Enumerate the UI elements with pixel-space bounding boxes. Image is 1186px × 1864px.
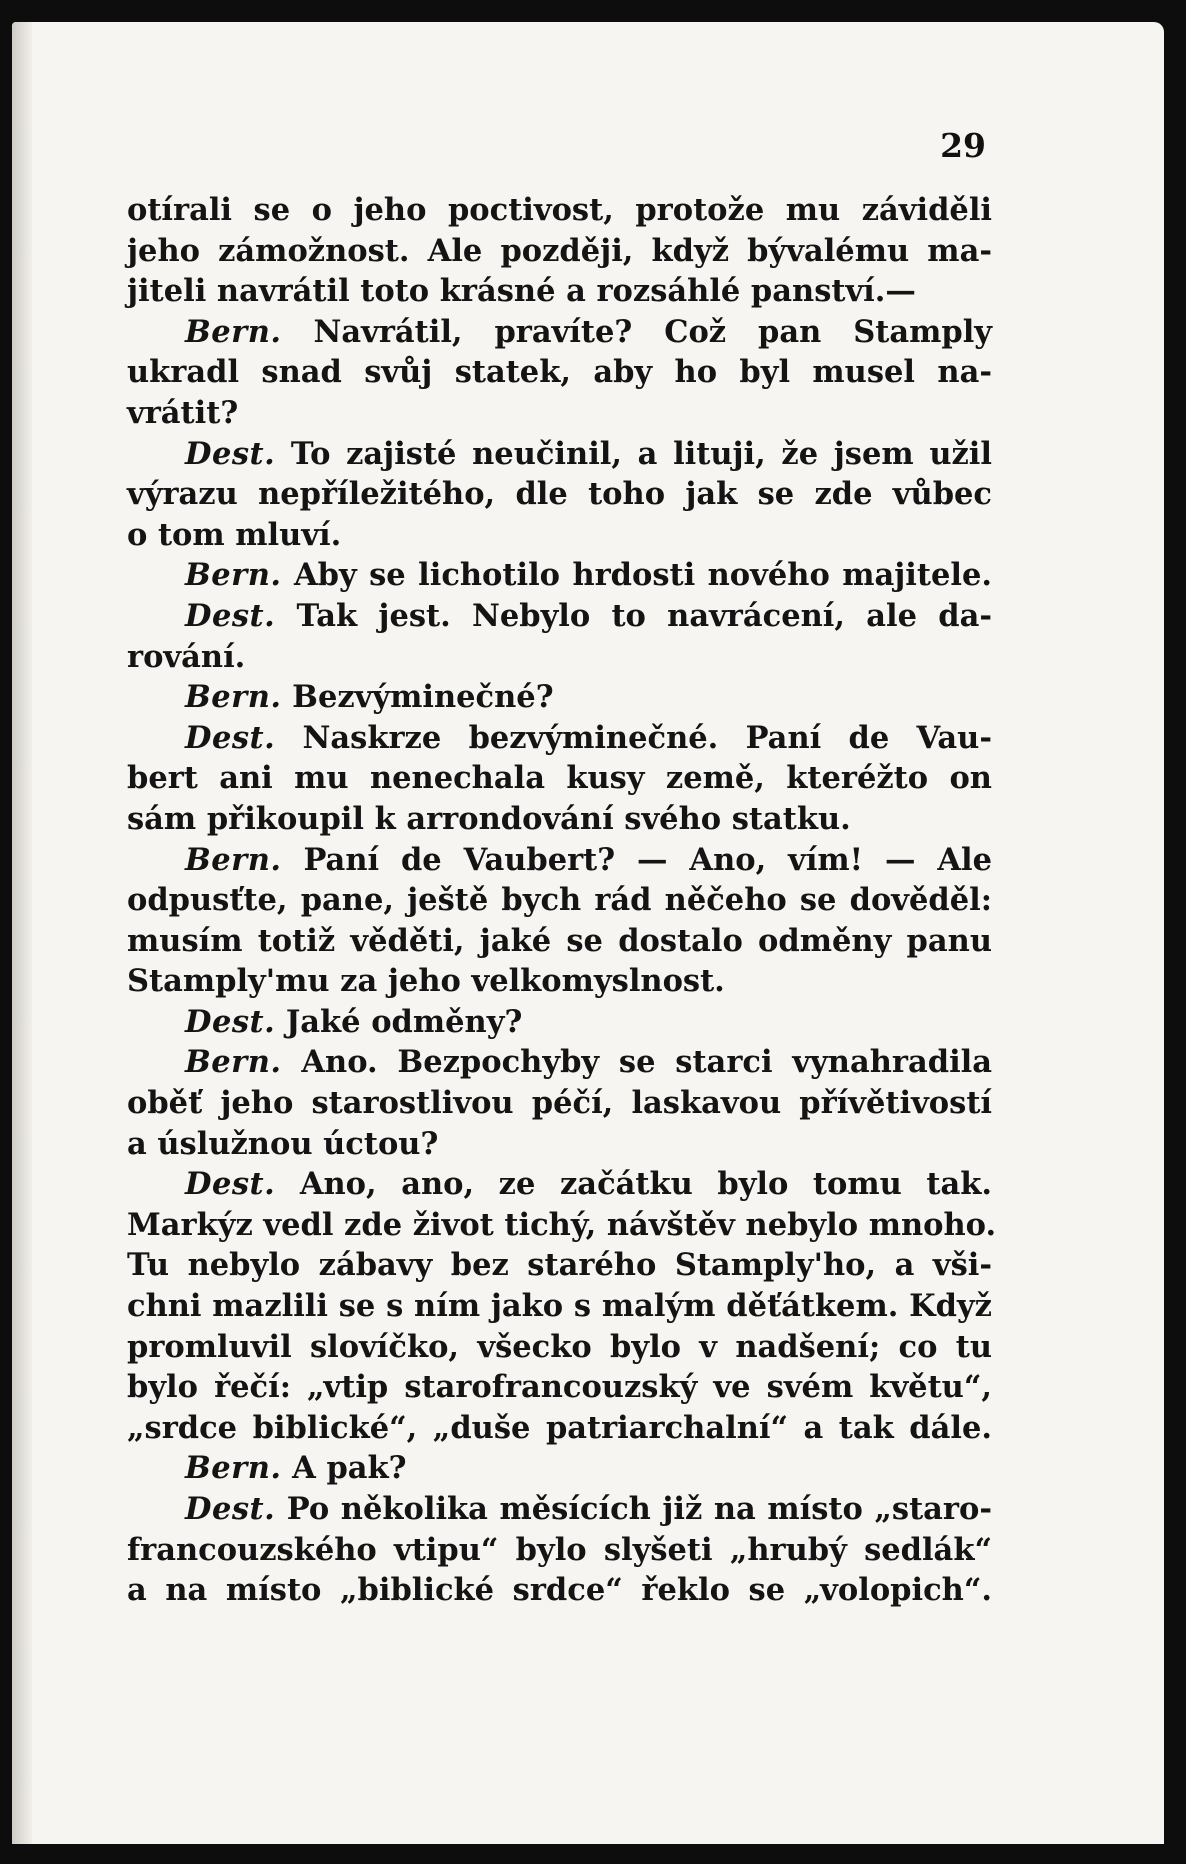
text-line (127, 1570, 992, 1611)
line-text: Ano. Bezpochyby se starci vynahradila (301, 1044, 993, 1081)
line-text: vrátit? (127, 394, 239, 431)
line-text: Markýz vedl zde život tichý, návštěv nebylo mnoho. (127, 1206, 997, 1243)
text-line (127, 393, 992, 434)
text-line (127, 758, 992, 799)
speaker-label: Bern. (185, 679, 282, 716)
text-line (127, 1124, 992, 1165)
line-text: a úslužnou úctou? (127, 1125, 439, 1162)
line-text: To zajisté neučinil, a lituji, že jsem užil (290, 435, 992, 472)
text-line (127, 1530, 992, 1571)
speaker-label: Dest. (185, 719, 276, 756)
line-text: rování. (127, 638, 246, 675)
speaker-label: Bern. (185, 1450, 282, 1487)
line-text: Po několika měsících již na místo „staro- (286, 1491, 993, 1527)
speaker-label: Dest. (185, 597, 276, 634)
text-line (127, 555, 992, 596)
speaker-label: Bern. (185, 313, 282, 350)
text-line (127, 231, 992, 272)
line-text: Tu nebylo zábavy bez starého Stamply'ho, a vši- (127, 1247, 992, 1284)
text-line (127, 596, 992, 637)
text-line (127, 637, 992, 678)
text-line (127, 190, 992, 231)
text-line (127, 515, 992, 556)
page-number: 29 (940, 126, 986, 165)
line-text: Aby se lichotilo hrdosti nového majitele. (293, 557, 992, 594)
text-line (127, 1367, 992, 1408)
text-line (127, 474, 992, 515)
text-line (127, 1002, 992, 1043)
line-text: otírali se o jeho poctivost, protože mu záviděli (127, 192, 992, 228)
text-line (127, 1448, 992, 1489)
line-text: sám přikoupil k arrondování svého statku. (127, 800, 851, 837)
speaker-label: Dest. (185, 435, 276, 472)
text-line (127, 921, 992, 962)
text-line (127, 880, 992, 921)
line-text: musím totiž věděti, jaké se dostalo odměny panu (127, 922, 992, 959)
text-line (127, 718, 992, 759)
text-line (127, 1164, 992, 1205)
text-line (127, 1408, 992, 1449)
line-text: Jaké odměny? (285, 1003, 523, 1040)
text-line (127, 1489, 992, 1530)
text-line (127, 677, 992, 718)
text-line (127, 1286, 992, 1327)
line-text: „srdce biblické“, „duše patriarchalní“ a tak dále. (127, 1409, 992, 1446)
text-line (127, 1245, 992, 1286)
line-text: o tom mluví. (127, 516, 342, 553)
speaker-label: Dest. (185, 1491, 276, 1527)
line-text: bert ani mu nenechala kusy země, kteréžto on (127, 760, 992, 797)
line-text: Bezvýminečné? (292, 679, 554, 716)
line-text: výrazu nepříležitého, dle toho jak se zde vůbec (127, 476, 992, 513)
text-line (127, 352, 992, 393)
line-text: bylo řečí: „vtip starofrancouzský ve svém květu“, (127, 1369, 992, 1406)
line-text: a na místo „biblické srdce“ řeklo se „volopich“. (127, 1572, 992, 1609)
text-line (127, 271, 992, 312)
line-text: ukradl snad svůj statek, aby ho byl musel na- (127, 354, 992, 391)
page-spine-shadow (12, 22, 32, 1844)
line-text: oběť jeho starostlivou péčí, laskavou přívětivostí (127, 1085, 992, 1122)
text-line (127, 1205, 997, 1246)
body-text (127, 190, 997, 1611)
line-text: jeho zámožnost. Ale později, když bývalému ma- (127, 232, 992, 269)
speaker-label: Bern. (185, 1044, 282, 1081)
line-text: jiteli navrátil toto krásné a rozsáhlé panství.— (127, 273, 916, 310)
text-line (127, 312, 992, 353)
text-line (127, 1083, 992, 1124)
line-text: Tak jest. Nebylo to navrácení, ale da- (296, 597, 992, 634)
text-line (127, 1042, 992, 1083)
line-text: Naskrze bezvýminečné. Paní de Vau- (302, 719, 992, 756)
line-text: promluvil slovíčko, všecko bylo v nadšení; co tu (127, 1328, 992, 1365)
line-text: Stamply'mu za jeho velkomyslnost. (127, 963, 725, 1000)
text-line (127, 961, 992, 1002)
line-text: A pak? (292, 1450, 407, 1487)
speaker-label: Dest. (185, 1166, 276, 1203)
line-text: francouzského vtipu“ bylo slyšeti „hrubý sedlák“ (127, 1531, 992, 1568)
text-line (127, 1327, 992, 1368)
line-text: chni mazlili se s ním jako s malým děťátkem. Když (127, 1288, 992, 1325)
speaker-label: Bern. (185, 557, 282, 594)
speaker-label: Bern. (185, 841, 282, 878)
speaker-label: Dest. (185, 1003, 276, 1040)
line-text: odpusťte, pane, ještě bych rád něčeho se dověděl: (127, 882, 992, 919)
line-text: Navrátil, pravíte? Což pan Stamply (313, 313, 992, 350)
line-text: Paní de Vaubert? — Ano, vím! — Ale (303, 841, 992, 878)
text-line (127, 840, 992, 881)
line-text: Ano, ano, ze začátku bylo tomu tak. (299, 1166, 992, 1203)
book-page (12, 22, 1164, 1844)
text-line (127, 799, 992, 840)
text-line (127, 434, 992, 475)
